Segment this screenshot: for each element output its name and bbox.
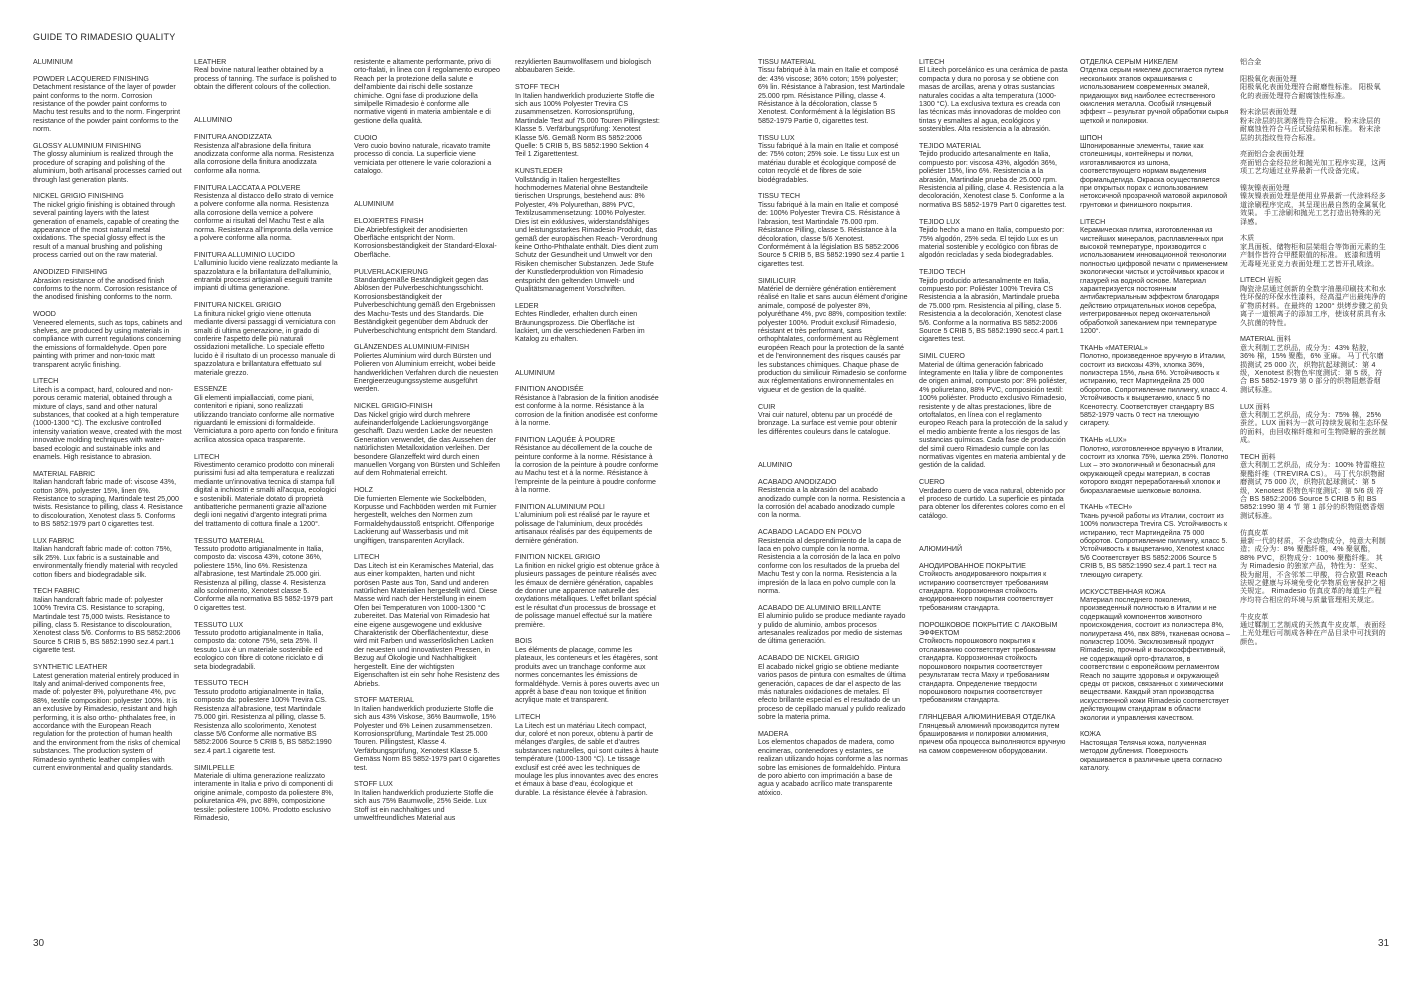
- section-heading: MATERIAL FABRIC: [33, 469, 96, 478]
- section-heading: TESSUTO TECH: [194, 679, 249, 688]
- section: [354, 134, 500, 176]
- section-heading: ИСКУССТВЕННАЯ КОЖА: [1080, 587, 1166, 596]
- section-heading: 木质: [1240, 234, 1255, 243]
- section-heading: TEJIDO LUX: [919, 217, 960, 226]
- page-number-right: 31: [1378, 938, 1390, 949]
- section-heading: CUOIO: [354, 133, 378, 142]
- section: [1240, 613, 1388, 647]
- section-heading: TEJIDO MATERIAL: [919, 142, 982, 151]
- section: [758, 134, 908, 184]
- section-body: Résistance à l'abrasion de la finition anodisée est conforme à la norme. Résistance à la corrosion de la finition anodisée est conforme à la norme.: [515, 393, 659, 427]
- section: [33, 587, 183, 654]
- section-heading: LUX FABRIC: [33, 537, 75, 546]
- section: [758, 445, 908, 453]
- text-column: [1240, 58, 1388, 930]
- section-heading: FINITION NICKEL GRIGIO: [515, 553, 601, 562]
- section: [33, 470, 183, 529]
- section-body: In Italien handwerklich produzierte Stoffe die sich aus 43% Viskose, 36% Baumwolle, 15% Polyester und 6% Leinen zusammensetzen. Korrosionsprüfung, Martindale Test 25.000 Touren. Pillingstest, Klasse 4. Verfärbungsprüfung, Xenotest Klasse 5. Gemäss Norm BS 5852-1979 part 0 cigarettes test.: [354, 704, 500, 772]
- section-body: Die Abriebfestigkeit der anodisierten Oberfläche entspricht der Norm. Korrosionsbeständigkeit der Standard-Eloxal-Oberfläche.: [354, 225, 497, 259]
- section-body: 镍灰镍表面处理是使用业界最新一代涂料经多道涂刷程序完成，其呈现出最自然的金属氧化效果。 手工涂刷和抛光工艺打造出特殊的光泽感。: [1240, 192, 1386, 226]
- section-body: Das Litech ist ein Keramisches Material, das aus einer kompakten, harten und nicht porösen Paste aus Ton, Sand und anderen natürlichen Materialien hergestellt wird. Diese Masse wird nach der Herstellung in einem Ofen bei Temperaturen von 1000-1300 °C zubereitet. Das Material von Rimadesio hat eine eigene ausgewogene und exklusive Charakteristik der Oberflächentextur, diese wird mit Farben und wasserlöslichen Lacken der neuesten und innovativsten Pressen, in Bezug auf Ökologie und Nachhaltigkeit hergestellt. Eine der wichtigsten Eigenschaften ist ein sehr hohe Resistenz des Abriebs.: [354, 561, 500, 688]
- section-body: Résistance au décollement de la couche de peinture conforme à la norme. Résistance à la corrosion de la peinture à poudre conforme au Machu test et à la norme. Résistance à l'empreinte de la peinture à poudre conforme à la norme.: [515, 444, 659, 495]
- section-body: 陶瓷涂层通过创新的全数字油墨印刷技术和水性环保的环保水性漆料，经高温产出最纯净的矿物质材料。在最终的 1200° 烘烤步骤之前负离子一道银离子的添加工序，使该材质具有永久抗菌的特性。: [1240, 284, 1388, 327]
- section: [194, 679, 338, 755]
- section-heading: FINITURA ALLUMINIO LUCIDO: [194, 250, 295, 259]
- section-body: Les éléments de placage, comme les plateaux, les conteneurs et les étagères, sont produits avec un tranchage conforme aux normes concernantes les émissions de formaldéhyde. Vernis à pores ouverts avec un apprêt à base d'eau non toxique et finition acrylique mate et transparent.: [515, 645, 660, 705]
- section-body: Matériel de dernière génération entièrement réalisé en Italie et sans aucun élément d'origine animale, composé de polyester 8%, polyuréthane 4%, pvc 88%, composition textile: polyester 100%. Produit exclusif Rimadesio, résistant et très performant, sans orthophtalates, conformément au Règlement européen Reach pour la protection de la santé et de l'environnement des risques causés par les substances chimiques. Chaque phase de production du similicuir Rimadesio se conforme aux réglementations environnementales en vigueur et de gestion de la qualité.: [758, 284, 908, 394]
- section-body: Los elementos chapados de madera, como encimeras, contenedores y estantes, se realizan utilizando hojas conforme a las normas sobre las emisiones de formaldehído. Pintura de poro abierto con imprimación a base de agua y acabado acrílico mate transparente atóxico.: [758, 738, 908, 797]
- section: [194, 385, 338, 444]
- section-heading: FINITION ALUMINIUM POLI: [515, 503, 605, 511]
- section: [1240, 150, 1388, 175]
- text-column: [758, 58, 908, 930]
- section-heading: MADERA: [758, 729, 789, 738]
- section: [354, 184, 500, 192]
- section-heading: TISSU TECH: [758, 192, 801, 201]
- section: [758, 730, 908, 797]
- section-heading: WOOD: [33, 310, 56, 319]
- section: [515, 167, 660, 293]
- section: [1080, 730, 1230, 772]
- section-body: El Litech porcelánico es una cerámica de pasta compacta y dura no porosa y se obtiene con masas de arcillas, arena y otras sustancias naturales cocidas a alta temperatura (1000-1300 °C). La exclusiva textura es creada con las técnicas más innovadoras de moldeo con tintas y esmaltes al agua, ecológicos y sostenibles. Alta resistencia a la abrasión.: [919, 66, 1068, 134]
- section-heading: TESSUTO LUX: [194, 620, 244, 629]
- section-heading: КОЖА: [1080, 730, 1101, 739]
- section-body: 最新一代的材质，不含动物成分，纯意大利制造；成分为：8% 聚酯纤维，4% 聚氨酯，88% PVC，织物成分：100% 聚酯纤维。 其为 Rimadesio 的独家产品，特性为：坚实、极为耐用，不含邻苯二甲酸，符合欧盟 Reach 法规之健康与环境免受化学物质危害保护之相关规定。 Rimadesio 仿真皮革的每道生产程序均符合相应的环境与质量管理相关规定。: [1240, 537, 1388, 604]
- section-heading: STOFF MATERIAL: [354, 696, 415, 705]
- section-heading: 亮面铝合金表面处理: [1240, 150, 1304, 159]
- section: [354, 343, 500, 393]
- section: [758, 604, 908, 646]
- section: [515, 436, 660, 495]
- section-body: Tessuto prodotto artigianalmente in Italia, composto da: poliestere 100% Trevira CS. Resistenza all'abrasione, test Martindale 75.000 giri. Resistenza al pilling, classe 5. Resistenza allo scolorimento, Xenotest classe 5/6 Conforme alle normative BS 5852:2006 Source 5 CRIB 5, BS 5852:1990 sez.4 part.1 cigarette test.: [194, 687, 332, 755]
- section: [354, 696, 500, 772]
- section-body: Real bovine natural leather obtained by a process of tanning. The surface is polished to obtain the different colours of the collection.: [194, 66, 337, 92]
- text-column: [1080, 58, 1230, 930]
- section: [515, 352, 660, 360]
- section-heading: LITECH: [354, 553, 380, 562]
- section-body: Poliertes Aluminium wird durch Bürsten und Polieren von Aluminium erreicht, wobei beide handwerklichen Verfahren durch die neuesten Energieerzeugungssysteme ausgeführt werden.: [354, 351, 499, 394]
- section: [758, 192, 908, 268]
- section: [919, 621, 1069, 705]
- section-heading: ALUMINIUM: [515, 368, 555, 377]
- section-body: Resistenza al distacco dello strato di vernice a polvere conforme alla norma. Resistenza alla corrosione della vernice a polvere conforme ai risultati del Machu Test e alla norma. Resistenza all'impronta della vernice a polvere conforme alla norma.: [194, 192, 334, 243]
- section-heading: STOFF LUX: [354, 780, 393, 789]
- section: [1240, 234, 1388, 268]
- section: [194, 184, 338, 243]
- section-body: In Italien handwerklich produzierte Stoffe die sich aus 100% Polyester Trevira CS zusammensetzen. Korrosionsprüfung, Martindale Test auf 75.000 Touren Pillingstest: Klasse 5. Verfärbungsprüfung: Xenotest Klasse 5/6. Gemäß Norm BS 5852:2006 Quelle: 5 CRIB 5, BS 5852:1990 Sektion 4 Teil 1 Zigarettentest.: [515, 91, 660, 159]
- section: [194, 621, 338, 671]
- section-heading: BOIS: [515, 637, 532, 646]
- section-heading: LITECH: [194, 452, 220, 461]
- section: [758, 478, 908, 520]
- section-heading: TISSU MATERIAL: [758, 58, 816, 66]
- section-heading: POWDER LACQUERED FINISHING: [33, 74, 149, 83]
- section-body: Detachment resistance of the layer of powder paint conforms to the norm. Corrosion resistance of the powder paint conforms to Machu test results and to the norm. Fingerprint resistance of the powder paint conforms to the norm.: [33, 83, 181, 134]
- section-body: 意大利制工艺织品，成分为：75% 棉，25% 蚕丝。LUX 面料为一款可持续发展和生态环保的面料，由回收棉纤维和可生物降解的蚕丝制成。: [1240, 410, 1388, 445]
- section: [919, 545, 1069, 553]
- section-body: L'alluminio lucido viene realizzato mediante la spazzolatura e la brillantatura dell'alluminio, entrambi processi artigianali eseguiti tramite impianti di ultima generazione.: [194, 259, 338, 293]
- section: [919, 529, 1069, 537]
- section: [33, 310, 183, 369]
- section-body: Глянцевый алюминий производится путем браширования и полировки алюминия, причем оба процесса выполняются вручную на самом современном оборудовании.: [919, 721, 1066, 755]
- section-heading: ТКАНЬ «MATERIAL»: [1080, 343, 1148, 352]
- text-column: [919, 58, 1069, 930]
- section-heading: CUIR: [758, 402, 776, 411]
- section-heading: TECH 面料: [1240, 452, 1276, 461]
- section: [194, 251, 338, 293]
- section-heading: TECH FABRIC: [33, 587, 80, 596]
- section: [194, 453, 338, 529]
- section: [758, 528, 908, 595]
- section-body: Tejido producido artesanalmente en Italia, compuesto por: viscosa 43%, algodón 36%, poliéster 15%, lino 6%. Resistencia a la abrasión, Martindale prueba de 25.000 rpm. Resistencia al pilling, clase 4. Resistencia a la decoloración, Xenotest clase 5. Conforme a la normativa BS 5852-1979 Part 0 cigarettes test.: [919, 150, 1067, 209]
- section-body: Italian handcraft fabric made of: cotton 75%, silk 25%. Lux fabric is a sustainable and environmentally friendly material with recycled cotton fibers and biodegradable silk.: [33, 545, 178, 579]
- section: [354, 217, 500, 259]
- section-body: 通过鞣制工艺制成的天然真牛皮皮革，表面经上光处理后可制成各种在产品目录中可找到的颜色。: [1240, 621, 1386, 646]
- section-body: Italian handcraft fabric made of: viscose 43%, cotton 36%, polyester 15%, linen 6%. Resistance to scraping, Martindale test 25,000 twists. Resistance to pilling, class 4. Resistance to discolouration, Xenotest class 5. Conforms to BS 5852:1979 part 0 cigarettes test.: [33, 478, 183, 529]
- section: [354, 780, 500, 822]
- section-heading: LITECH: [33, 377, 59, 386]
- section-heading: ПОРОШКОВОЕ ПОКРЫТИЕ С ЛАКОВЫМ ЭФФЕКТОМ: [919, 620, 1058, 638]
- section-heading: LUX 面料: [1240, 402, 1270, 411]
- section: [1240, 108, 1388, 142]
- section-body: Rivestimento ceramico prodotto con minerali purissimi fusi ad alta temperatura e realizzati mediante un'innovativa tecnica di stampa full digital a inchiostri e smalti all'acqua, ecologici e sostenibili. Materiale dotato di proprietà antibatteriche permanenti grazie all'azione degli ioni negativi d'argento integrati prima del trattamento di cottura finale a 1200°.: [194, 460, 337, 528]
- section: [1240, 453, 1388, 520]
- section-heading: NICKEL GRIGIO-FINISH: [354, 402, 433, 411]
- section-body: In Italien handwerklich produzierte Stoffe die sich aus 75% Baumwolle, 25% Seide. Lux Stoff ist ein nachhaltiges und umweltfreundliches Material aus: [354, 788, 494, 822]
- section-body: Керамическая плитка, изготовленная из чистейших минералов, расплавленных при высокой температуре, производится с использованием инновационной технологии полностью цифровой печати с применением экологически чистых и устойчивых красок и глазурей на водной основе. Материал характеризуется постоянным антибактериальным эффектом благодаря действию отрицательных ионов серебра, интегрированных перед окончательной обработкой запеканием при температуре 1200°.: [1080, 226, 1228, 335]
- section-heading: GLOSSY ALUMINIUM FINISHING: [33, 142, 142, 151]
- section-body: Tissu fabriqué à la main en Italie et composé de: 100% Polyester Trevira CS. Résistance à l'abrasion, test Martindale 75.000 rpm. Résistance Pilling, classe 5. Résistance à la décoloration, classe 5/6 Xenotest. Conformément à la législation BS 5852:2006 Source 5 CRIB 5, BS 5852:1990 sez.4 partie 1 cigarettes test.: [758, 200, 905, 268]
- section: [1080, 588, 1230, 723]
- section: [1240, 75, 1388, 100]
- section-body: Отделка серым никелем достигается путем нескольких этапов окрашивания с использованием современных эмалей, придающих вид наиболее естественного окисления металла. Особый глянцевый эффект – результат ручной обработки сырья щеткой и полировки.: [1080, 66, 1229, 125]
- section: [919, 142, 1069, 209]
- section: [354, 58, 500, 125]
- section: [33, 377, 183, 461]
- section: [1240, 58, 1388, 66]
- section-body: Стойкость анодированного покрытия к истиранию соответствует требованиям стандарта. Коррозионная стойкость анодированного покрытия соответствует требованиям стандарта.: [919, 570, 1054, 612]
- section-body: La Litech est un matériau Litech compact, dur, coloré et non poreux, obtenu à partir de mélanges d'argiles, de sable et d'autres substances naturelles, qui sont cuites à haute température (1000-1300 °C). Le tissage exclusif est créé avec les techniques de moulage les plus innovantes avec des encres et émaux à base d'eau, écologique et durable. La résistance élevée à l'abrasion.: [515, 721, 659, 797]
- section-body: Tejido hecho a mano en Italia, compuesto por: 75% algodón, 25% seda. El tejido Lux es un material sostenible y ecológico con fibras de algodón recicladas y seda biodegradables.: [919, 226, 1065, 260]
- section: [1240, 335, 1388, 394]
- section: [194, 100, 338, 108]
- section-heading: ACABADO ANODIZADO: [758, 477, 837, 486]
- section-body: Veneered elements, such as tops, cabinets and shelves, are produced by using materials in compliance with current regulations concerning the emissions of formaldehyde. Open pore painting with primer and non-toxic matt transparent acrylic finishing.: [33, 318, 183, 369]
- section: [919, 58, 1069, 134]
- section: [515, 503, 660, 545]
- section-heading: SIMILPELLE: [194, 763, 235, 772]
- section: [919, 562, 1069, 612]
- section: [515, 553, 660, 629]
- section: [1080, 58, 1230, 125]
- section: [1240, 276, 1388, 326]
- section-heading: ACABADO LACADO EN POLVO: [758, 528, 862, 537]
- section: [33, 268, 183, 302]
- section-heading: ГЛЯНЦЕВАЯ АЛЮМИНИЕВАЯ ОТДЕЛКА: [919, 713, 1056, 722]
- section-body: Standardgemäße Beständigkeit gegen das Ablösen der Pulverbeschichtungsschicht. Korrosionsbeständigkeit der Pulverbeschichtung gemäß den Ergebnissen des Machu-Tests und des Standards. Die Beständigkeit gegenüber dem Abdruck der Pulverbeschichtung entspricht dem Standard.: [354, 276, 498, 335]
- section-heading: АНОДИРОВАННОЕ ПОКРЫТИЕ: [919, 561, 1026, 570]
- section-body: Tissu fabriqué à la main en Italie et composé de: 75% coton; 25% soie. Le tissu Lux est un matériau durable et écologique composé de coton recyclé et de fibres de soie biodégradables.: [758, 142, 900, 184]
- section: [515, 83, 660, 159]
- section-heading: АЛЮМИНИЙ: [919, 545, 963, 554]
- section: [354, 200, 500, 208]
- section-heading: STOFF TECH: [515, 83, 560, 92]
- section-heading: ТКАНЬ «LUX»: [1080, 436, 1127, 445]
- section-body: 意大利制工艺织品，成分为：43% 粘胶，36% 棉，15% 聚酯，6% 亚麻。 马丁代尔磨损测试 25 000 次，织物抗起球测试：第 4 级，Xenotest 织物色牢度测试：第 5 级，符合 BS 5852-1979 第 0 部分的织物阻燃香烟测试标准。: [1240, 343, 1384, 394]
- section: [33, 75, 183, 134]
- section-heading: SIMILICUIR: [758, 276, 796, 285]
- section-body: Tejido producido artesanalmente en Italia, compuesto por: Poliéster 100% Trevira CS Resistencia a la abrasión, Martindale prueba de 75.000 rpm. Resistencia al pilling, clase 5. Resistencia a la decoloración, Xenotest clase 5/6. Conforme a la normativa BS 5852:2006 Source 5 CRIB 5, BS 5852:1990 secc.4 part.1 cigarettes test.: [919, 276, 1064, 344]
- section: [1080, 218, 1230, 336]
- section-heading: 粉末涂层表面处理: [1240, 108, 1297, 117]
- section: [194, 133, 338, 175]
- section: [919, 268, 1069, 344]
- section-heading: FINITURA ANODIZZATA: [194, 133, 272, 142]
- section-heading: LEATHER: [194, 58, 227, 66]
- section-body: Das Nickel grigio wird durch mehrere aufeinanderfolgende Lackierungsvorgänge geschafft. Dazu werden Lacke der neuesten Generation verwendet, die das Aussehen der natürlichsten Metalloxidation verleihen. Der besondere Glanzeffekt wird durch einen manuellen Vorgang von Bürsten und Schleifen auf dem Rohmaterial erreicht.: [354, 410, 500, 478]
- section: [1240, 184, 1388, 226]
- section-body: The glossy aluminium is realized through the procedure of scraping and polishing of the aluminium, both artisanal processes carried out through last generation plants.: [33, 150, 182, 184]
- section: [194, 116, 338, 124]
- page-title: GUIDE TO RIMADESIO QUALITY: [33, 32, 176, 42]
- section-body: Шпонированные элементы, такие как столешницы, контейнеры и полки, изготавливаются из шпона, соответствующего нормам выделения формальдегида. Окраска осуществляется при открытых порах с использованием нетоксичной прозрачной матовой акриловой грунтовки и финишного покрытия.: [1080, 142, 1228, 209]
- section-heading: CUERO: [919, 478, 945, 487]
- section: [515, 385, 660, 427]
- section-heading: KUNSTLEDER: [515, 167, 563, 176]
- section-heading: FINITION ANODISÉE: [515, 385, 584, 394]
- section-body: 粉末涂层的抗剥落性符合标准。 粉末涂层的耐腐蚀性符合马丘试验结果和标准。 粉末涂层的抗指纹性符合标准。: [1240, 116, 1381, 142]
- section: [919, 713, 1069, 755]
- section-heading: LITECH: [1080, 217, 1106, 226]
- section-heading: ANODIZED FINISHING: [33, 268, 108, 277]
- section-heading: SYNTHETIC LEATHER: [33, 663, 108, 672]
- section: [758, 58, 908, 125]
- section: [758, 403, 908, 437]
- section-heading: TISSU LUX: [758, 133, 795, 142]
- text-column: [354, 58, 500, 930]
- section-body: 阳极氧化表面处理符合耐磨性标准。 阳极氧化的表面处理符合耐腐蚀性标准。: [1240, 83, 1381, 100]
- section-body: 家具面板、储物柜和层架组合等饰面元素的生产制作皆符合甲醛限值的标准。 底漆和透明无毒哑光亚克力表面处理工艺皆开孔喷涂。: [1240, 242, 1386, 268]
- section: [354, 553, 500, 688]
- section-heading: ALUMINIO: [758, 461, 793, 469]
- section-body: El aluminio pulido se produce mediante rayado y pulido de aluminio, ambos procesos artesanales realizados por medio de sistemas de última generación.: [758, 612, 906, 646]
- section-body: Litech is a compact, hard, coloured and non-porous ceramic material, obtained through a mixture of clays, sand and other natural substances, that cooked at a high temperature (1000-1300 °C). The exclusive controlled intensity variation weave, created with the most innovative molding techniques with water-based ecologic and sustainable inks and enamels. High resistance to abrasion.: [33, 385, 182, 461]
- section-heading: PULVERLACKIERUNG: [354, 267, 428, 276]
- section: [194, 58, 338, 92]
- section-body: La finition en nickel grigio est obtenue grâce à plusieurs passages de peinture réalisés avec les émaux de dernière génération, capables de donner une apparence naturelle des oxydations métalliques. L'effet brillant spécial est le résultat d'un processus de brossage et de polissage manuel effectué sur la matière première.: [515, 561, 660, 629]
- section: [354, 402, 500, 478]
- section-heading: ACABADO DE NICKEL GRIGIO: [758, 654, 860, 663]
- section-heading: ALUMINIUM: [33, 58, 73, 66]
- section-heading: GLÄNZENDES ALUMINIUM-FINISH: [354, 343, 470, 352]
- section: [515, 58, 660, 75]
- section: [1240, 403, 1388, 445]
- section: [515, 713, 660, 797]
- section-heading: ТКАНЬ «TECH»: [1080, 503, 1133, 512]
- section: [515, 369, 660, 377]
- section-body: 亮面铝合金经拉丝和抛光加工程序实现，这两项工艺均通过业界最新一代设备完成。: [1240, 158, 1386, 176]
- page-number-left: 30: [33, 938, 45, 949]
- section-body: Vollständig in Italien hergestelltes hochmodernes Material ohne Bestandteile tierischen Ursprungs, bestehend aus: 8% Polyester, 4% Polyurethan, 88% PVC, Textilzusammensetzung: 100% Polyester. Dies ist ein exklusives, widerstandsfähiges und leistungsstarkes Rimadesio Produkt, das gemäß der europäischen Reach- Verordnung keine Ortho-Phthalate enthält. Dies dient zum Schutz der Gesundheit und Umwelt vor den Risiken chemischer Substanzen. Jede Stufe der Kunstlederproduktion von Rimadesio entspricht den geltenden Umwelt- und Qualitätsmanagement Vorschriften.: [515, 175, 659, 293]
- section: [758, 461, 908, 469]
- section: [1080, 134, 1230, 210]
- section-heading: 牛皮皮革: [1240, 612, 1269, 621]
- section: [33, 192, 183, 259]
- section-heading: ESSENZE: [194, 385, 228, 394]
- section-body: resistente e altamente performante, privo di orto-ftalati, in linea con il regolamento europeo Reach per la protezione della salute e dell'ambiente dai rischi delle sostanze chimiche. Ogni fase di produzione della similpelle Rimadesio è conforme alle normative vigenti in materia ambientale e di gestione della qualità.: [354, 58, 500, 125]
- section-body: La finitura nickel grigio viene ottenuta mediante diversi passaggi di verniciatura con smalti di ultima generazione, in grado di conferire l'aspetto delle più naturali ossidazioni metalliche. Lo speciale effetto lucido è il risultato di un processo manuale di spazzolatura e brillantatura effettuato sul materiale grezzo.: [194, 309, 336, 377]
- section-body: Vrai cuir naturel, obtenu par un procédé de bronzage. La surface est vernie pour obtenir les différentes couleurs dans le catalogue.: [758, 411, 898, 436]
- section: [515, 637, 660, 704]
- section: [33, 537, 183, 579]
- text-column: [515, 58, 660, 930]
- section-body: 意大利制工艺织品，成分为：100% 特雷维拉聚酯纤维（TREVIRA CS）。 马丁代尔织物耐磨测试 75 000 次，织物抗起球测试：第 5 级，Xenotest 织物色牢度测试：第 5/6 级 符合 BS 5852:2006 Source 5 CRIB 5 和 BS 5852:1990 第 4 节 第 1 部分的织物阻燃香烟测试标准。: [1240, 461, 1386, 520]
- section-body: Настоящая Телячья кожа, полученная методом дубления. Поверхность окрашивается в различные цвета согласно каталогу.: [1080, 738, 1222, 773]
- section: [919, 478, 1069, 520]
- section-body: Resistencia a la abrasión del acabado anodizado cumple con la norma. Resistencia a la corrosión del acabado anodizado cumple con la norma.: [758, 486, 906, 520]
- section-body: Gli elementi impiallacciati, come piani, contenitori e ripiani, sono realizzati utilizzando tranciato conforme alle normative riguardanti le emissioni di formaldeide. Verniciatura a poro aperto con fondo e finitura acrilica atossica opaca trasparente.: [194, 393, 338, 444]
- section: [758, 277, 908, 395]
- section-body: Tessuto prodotto artigianalmente in Italia, composto da: viscosa 43%, cotone 36%, poliestere 15%, lino 6%. Resistenza all'abrasione, test Martindale 25.000 giri. Resistenza al pilling, classe 4. Resistenza allo scolorimento, Xenotest classe 5. Conforme alla normativa BS 5852-1979 part 0 cigarettes test.: [194, 545, 333, 612]
- section-heading: LITECH 岩板: [1240, 276, 1282, 285]
- section: [919, 352, 1069, 470]
- section-body: rezyklierten Baumwollfasern und biologisch abbaubaren Seide.: [515, 58, 652, 75]
- section: [1240, 529, 1388, 605]
- section-body: Material de última generación fabricado íntegramente en Italia y libre de componentes de origen animal, compuesto por: 8% poliéster, 4% poliuretano, 88% PVC, composición textil: 100% poliéster. Producto exclusivo Rimadesio, resistente y de altas prestaciones, libre de ortoftalatos, en línea con el reglamento europeo Reach para la protección de la salud y el medio ambiente frente a los riesgos de las sustancias químicas. Cada fase de producción del simil cuero Rimadesio cumple con las normativas vigentes en materia ambiental y de gestión de la calidad.: [919, 360, 1068, 470]
- section-heading: ОТДЕЛКА СЕРЫМ НИКЕЛЕМ: [1080, 58, 1178, 66]
- section-heading: FINITION LAQUÉE À POUDRE: [515, 435, 616, 444]
- section-body: Latest generation material entirely produced in Italy and animal-derived components free, made of: polyester 8%, polyurethane 4%, pvc 88%, textile composition: polyester 100%. It is an exclusive by Rimadesio, resistant and high performing, it is also ortho- phthalates free, in accordance with the European Reach regulation for the protection of human health and the environment from the risks of chemical substances. The production system of Rimadesio synthetic leather complies with current environmental and quality standards.: [33, 671, 181, 772]
- section-body: L'aluminium poli est réalisé par le rayure et polissage de l'aluminium, deux procédés artisanaux réalisés par des équipements de dernière génération.: [515, 511, 653, 545]
- section-heading: FINITURA LACCATA A POLVERE: [194, 183, 301, 192]
- section-body: Tissu fabriqué à la main en Italie et composé de: 43% viscose; 36% coton; 15% polyester; 6% lin. Résistance à l'abrasion, test Martindale 25.000 rpm. Résistance Pilling, classe 4. Résistance à la décoloration, classe 5 Xenotest. Conformément à la législation BS 5852-1979 Partie 0, cigarettes test.: [758, 66, 905, 125]
- section-heading: ALLUMINIO: [194, 116, 233, 125]
- section: [194, 764, 338, 823]
- section: [1080, 503, 1230, 579]
- section-heading: 阳极氧化表面处理: [1240, 74, 1297, 83]
- section-body: Стойкость порошкового покрытия к отслаиванию соответствует требованиям стандарта. Коррозионная стойкость порошкового покрытия соответствует результатам теста Маху и требованиям стандарта. Определение твердости порошкового покрытия соответствует требованиям стандарта.: [919, 637, 1056, 705]
- section-body: Полотно, изготовленное вручную в Италии, состоит из хлопка 75%, шелка 25%. Полотно Lux – это экологичный и безопасный для окружающей среды материал, в состав которого входят переработанный хлопок и биоразлагаемые шелковые волокна.: [1080, 444, 1229, 495]
- section: [919, 218, 1069, 260]
- section-heading: LITECH: [919, 58, 945, 66]
- section: [758, 654, 908, 721]
- section: [354, 486, 500, 545]
- section: [354, 268, 500, 335]
- text-column: [33, 58, 183, 930]
- section: [194, 301, 338, 377]
- section-heading: 仿真皮革: [1240, 528, 1269, 537]
- section-body: El acabado nickel grigio se obtiene mediante varios pasos de pintura con esmaltes de última generación, capaces de dar el aspecto de las más naturales oxidaciones de metales. El efecto brillante especial es el resultado de un proceso de cepillado manual y pulido realizado sobre la materia prima.: [758, 662, 906, 722]
- section: [33, 58, 183, 66]
- section: [33, 663, 183, 772]
- section: [515, 302, 660, 344]
- section: [33, 142, 183, 184]
- section-body: The nickel grigio finishing is obtained through several painting layers with the latest generation of enamels, capable of creating the appearance of the most natural metal oxidations. The special glossy effect is the result of a manual brushing and polishing process carried out on the raw material.: [33, 200, 179, 260]
- section-body: Tessuto prodotto artigianalmente in Italia, composto da: cotone 75%, seta 25%. Il tessuto Lux è un materiale sostenibile ed ecologico con fibre di cotone riciclato e di seta biodegradabili.: [194, 629, 324, 671]
- section-heading: LITECH: [515, 713, 541, 722]
- section-heading: ACABADO DE ALUMINIO BRILLANTE: [758, 603, 881, 612]
- section-heading: ALUMINIUM: [354, 200, 394, 209]
- section-heading: 铝合金: [1240, 58, 1262, 66]
- section-body: Материал последнего поколения, произведенный полностью в Италии и не содержащий компонентов животного происхождения, состоит из полиэстера 8%, полиуретана 4%, пвх 88%, тканевая основа – полиэстер 100%. Эксклюзивный продукт Rimadesio, прочный и высокоэффективный, не содержащий орто-фталатов, в соответствии с европейским регламентом Reach по защите здоровья и окружающей среды от рисков, связанных с химическими веществами. Каждый этап производства искусственной кожи Rimadesio соответствует действующим стандартам в области экологии и управления качеством.: [1080, 595, 1230, 722]
- section-heading: LEDER: [515, 301, 539, 310]
- section-body: Italian handcraft fabric made of: polyester 100% Trevira CS. Resistance to scraping, Martindale test 75,000 twists. Resistance to pilling, class 5. Resistance to discolouration, Xenotest class 5/6. Conforms to BS 5852:2006 Source 5 CRIB 5, BS 5852:1990 sez.4 part.1 cigarette test.: [33, 595, 181, 655]
- section-body: Ткань ручной работы из Италии, состоит из 100% полиэстера Trevira CS. Устойчивость к истиранию, тест Мартиндейла 75 000 оборотов. Сопротивление пиллингу, класс 5. Устойчивость к выцветанию, Xenotest класс 5/6 Соответствует BS 5852:2006 Source 5 CRIB 5, BS 5852:1990 sez.4 part.1 тест на тлеющую сигарету.: [1080, 511, 1228, 579]
- section-heading: SIMIL CUERO: [919, 352, 965, 361]
- section: [1080, 344, 1230, 428]
- section-body: Resistenza all'abrasione della finitura anodizzata conforme alla norma. Resistenza alla corrosione della finitura anodizzata conforme alla norma.: [194, 141, 334, 175]
- section-heading: MATERIAL 面料: [1240, 335, 1291, 344]
- section-body: Полотно, произведенное вручную в Италии, состоит из вискозы 43%, хлопка 36%, полиэстера 15%, льна 6%. Устойчивость к истиранию, тест Мартиндейла 25 000 оборотов. Сопротивление пиллингу, класс 4. Устойчивость к выцветанию, класс 5 по Ксенотесту. Соответствует стандарту BS 5852-1979 часть 0 тест на тлеющую сигарету.: [1080, 352, 1228, 428]
- section-heading: TESSUTO MATERIAL: [194, 536, 265, 545]
- section-body: Materiale di ultima generazione realizzato interamente in Italia e privo di componenti di origine animale, composto da poliestere 8%, poliuretanica 4%, pvc 88%, composizione tessile: poliestere 100%. Prodotto esclusivo Rimadesio,: [194, 771, 334, 822]
- section-body: Verdadero cuero de vaca natural, obtenido por el proceso de curtido. La superficie es pintada para obtener los diferentes colores como en el catálogo.: [919, 486, 1066, 520]
- section: [194, 537, 338, 613]
- section-heading: HOLZ: [354, 486, 373, 495]
- section: [1080, 436, 1230, 495]
- section-body: Abrasion resistance of the anodised finish conforms to the norm. Corrosion resistance of the anodised finishing conforms to the norm.: [33, 276, 177, 302]
- section-body: Die furnierten Elemente wie Sockelböden, Korpusse und Fachböden werden mit Furnier hergestellt, welches den Normen zum Formaldehydausstoß entspricht. Offenporige Lackierung auf Wasserbasis und mit ungiftigen, transparenten Acryllack.: [354, 494, 497, 545]
- section-heading: NICKEL GRIGIO FINISHING: [33, 192, 124, 201]
- section-heading: FINITURA NICKEL GRIGIO: [194, 301, 282, 310]
- section-body: Resistencia al desprendimiento de la capa de laca en polvo cumple con la norma. Resistencia a la corrosión de la laca en polvo conforme con los resultados de la prueba del Machu Test y con la norma. Resistencia a la impresión de la laca en polvo cumple con la norma.: [758, 536, 902, 596]
- section-body: Vero cuoio bovino naturale, ricavato tramite processo di concia. La superficie viene verniciata per ottenere le varie colorazioni a catalogo.: [354, 142, 492, 176]
- section-heading: ШПОН: [1080, 133, 1103, 142]
- section-heading: ELOXIERTES FINISH: [354, 217, 424, 226]
- text-column: [194, 58, 338, 930]
- section-heading: TEJIDO TECH: [919, 268, 966, 277]
- section-heading: 镍灰镍表面处理: [1240, 184, 1290, 193]
- section-body: Echtes Rindleder, erhalten durch einen Bräunungsprozess. Die Oberfläche ist lackiert, um die verschiedenen Farben im Katalog zu erhalten.: [515, 310, 645, 344]
